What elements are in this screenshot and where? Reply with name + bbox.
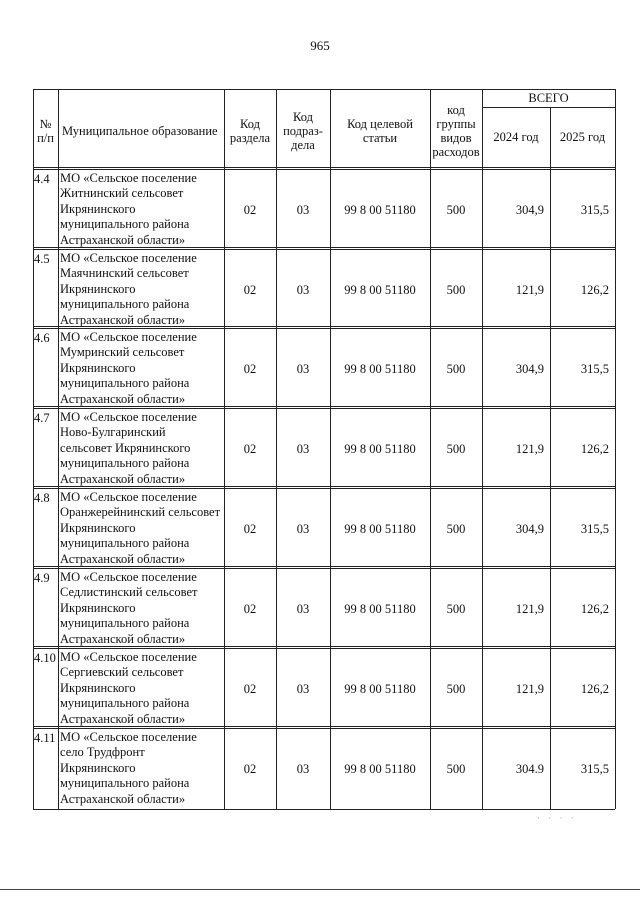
municipality-name-line: муниципального района [60, 376, 190, 391]
municipality-name [60, 730, 197, 807]
column-divider [33, 89, 34, 809]
municipality-name-line: муниципального района [60, 536, 190, 551]
amount-2024: 121,9 [515, 283, 544, 297]
header-municipality: Муниципальное образование [62, 123, 218, 138]
municipality-name-line: сельсовет Икрянинского [60, 440, 191, 455]
municipality-name-line: муниципального района [60, 696, 190, 711]
municipality-name-line: МО «Сельское поселение [60, 650, 197, 664]
target-article-code: 99 8 00 51180 [344, 602, 416, 616]
municipality-name-line: муниципального района [60, 776, 190, 791]
amount-2025: 126,2 [580, 442, 609, 456]
section-code: 02 [243, 762, 257, 776]
amount-2024: 304,9 [515, 203, 544, 217]
municipality-name [60, 330, 197, 407]
municipality-name-line: село Трудфронт [60, 745, 145, 760]
expense-group-code: 500 [446, 602, 466, 616]
amount-2025: 126,2 [580, 602, 609, 616]
subsection-code: 03 [296, 522, 310, 536]
municipality-name-line: Седлистинский сельсовет [60, 585, 198, 600]
row-number: 4.5 [34, 252, 50, 266]
target-article-code: 99 8 00 51180 [344, 682, 416, 696]
expense-group-code: 500 [446, 682, 466, 696]
subsection-code: 03 [296, 442, 310, 456]
header-expense-group-code: код группы видов расходов [432, 102, 480, 159]
municipality-name-line: Астраханской области» [60, 232, 186, 247]
municipality-name [60, 570, 198, 647]
total-header-divider [482, 107, 615, 108]
municipality-name-line: Астраханской области» [60, 391, 186, 406]
municipality-name [60, 650, 197, 727]
municipality-name-line: Икрянинского [60, 201, 136, 216]
municipality-name-line: Мумринский сельсовет [60, 345, 185, 360]
municipality-name-line: Астраханской области» [60, 631, 186, 646]
amount-2025: 126,2 [580, 682, 609, 696]
expense-group-code: 500 [446, 362, 466, 376]
municipality-name-line: Астраханской области» [60, 471, 186, 486]
header-section-code: Код раздела [229, 116, 271, 145]
municipality-name-line: Икрянинского [60, 360, 136, 375]
municipality-name-line: Икрянинского [60, 281, 136, 296]
municipality-name-line: муниципального района [60, 217, 190, 232]
municipality-name-line: муниципального района [60, 297, 190, 312]
header-subsection-code: Код подраз-дела [283, 109, 323, 152]
scan-artifact: · · · · [537, 813, 577, 823]
section-code: 02 [243, 362, 257, 376]
municipality-name-line: Астраханской области» [60, 312, 186, 327]
municipality-name-line: муниципального района [60, 456, 190, 471]
municipality-name-line: МО «Сельское поселение [60, 251, 197, 265]
subsection-code: 03 [296, 283, 310, 297]
target-article-code: 99 8 00 51180 [344, 762, 416, 776]
amount-2025: 126,2 [580, 283, 609, 297]
municipality-name-line: МО «Сельское поселение [60, 171, 197, 185]
municipality-name-line: Астраханской области» [60, 551, 186, 566]
amount-2024: 121,9 [515, 682, 544, 696]
header-year-2025: 2025 год [559, 130, 606, 144]
target-article-code: 99 8 00 51180 [344, 362, 416, 376]
row-number: 4.7 [34, 411, 50, 425]
header-total: ВСЕГО [528, 91, 569, 105]
amount-2024: 304,9 [515, 522, 544, 536]
expense-group-code: 500 [446, 203, 466, 217]
municipality-name-line: Икрянинского [60, 520, 136, 535]
target-article-code: 99 8 00 51180 [344, 442, 416, 456]
municipality-name-line: Икрянинского [60, 760, 136, 775]
municipality-name-line: МО «Сельское поселение [60, 490, 197, 504]
row-number: 4.10 [34, 651, 56, 665]
subsection-code: 03 [296, 362, 310, 376]
section-code: 02 [243, 682, 257, 696]
target-article-code: 99 8 00 51180 [344, 522, 416, 536]
municipality-name-line: Сергиевский сельсовет [60, 665, 184, 680]
header-year-2024: 2024 год [493, 130, 539, 144]
target-article-code: 99 8 00 51180 [344, 203, 416, 217]
municipality-name-line: Икрянинского [60, 680, 136, 695]
municipality-name-line: Ново-Булгаринский [60, 425, 166, 440]
municipality-name-line: муниципального района [60, 616, 190, 631]
municipality-name-line: Астраханской области» [60, 711, 186, 726]
municipality-name-line: Икрянинского [60, 600, 136, 615]
amount-2024: 121,9 [515, 442, 544, 456]
column-divider [58, 89, 59, 809]
amount-2024: 121,9 [515, 602, 544, 616]
section-code: 02 [243, 442, 257, 456]
subsection-code: 03 [296, 203, 310, 217]
page-number: 965 [310, 38, 330, 53]
section-code: 02 [243, 522, 257, 536]
municipality-name-line: Оранжерейнинский сельсовет [60, 505, 221, 520]
subsection-code: 03 [296, 762, 310, 776]
header-no: № п/п [37, 116, 54, 145]
row-number: 4.9 [34, 571, 50, 585]
municipality-name-line: МО «Сельское поселение [60, 570, 197, 584]
municipality-name-line: Житнинский сельсовет [60, 186, 184, 201]
amount-2024: 304.9 [515, 762, 544, 776]
amount-2024: 304,9 [515, 362, 544, 376]
municipality-name-line: МО «Сельское поселение [60, 730, 197, 744]
subsection-code: 03 [296, 682, 310, 696]
municipality-name [60, 490, 220, 567]
municipality-name-line: МО «Сельское поселение [60, 330, 197, 344]
amount-2025: 315,5 [580, 762, 609, 776]
expense-group-code: 500 [446, 442, 466, 456]
municipality-name-line: МО «Сельское поселение [60, 410, 197, 424]
municipality-name-line: Маячнинский сельсовет [60, 266, 189, 281]
row-number: 4.11 [34, 731, 56, 745]
section-code: 02 [243, 283, 257, 297]
bottom-rule [0, 889, 640, 890]
subsection-code: 03 [296, 602, 310, 616]
row-number: 4.4 [34, 172, 50, 186]
row-number: 4.8 [34, 491, 50, 505]
municipality-name [60, 410, 197, 487]
section-code: 02 [243, 203, 257, 217]
expense-group-code: 500 [446, 283, 466, 297]
target-article-code: 99 8 00 51180 [344, 283, 416, 297]
municipality-name-line: Астраханской области» [60, 791, 186, 806]
expense-group-code: 500 [446, 522, 466, 536]
table-bottom-border [33, 809, 615, 810]
amount-2025: 315,5 [580, 362, 609, 376]
column-divider [615, 89, 616, 809]
municipality-name [60, 251, 197, 328]
amount-2025: 315,5 [580, 203, 609, 217]
row-number: 4.6 [34, 331, 50, 345]
section-code: 02 [243, 602, 257, 616]
expense-group-code: 500 [446, 762, 466, 776]
table-top-border [33, 89, 615, 90]
municipality-name [60, 171, 197, 248]
header-target-article-code: Код целевой статьи [347, 116, 413, 145]
amount-2025: 315,5 [580, 522, 609, 536]
